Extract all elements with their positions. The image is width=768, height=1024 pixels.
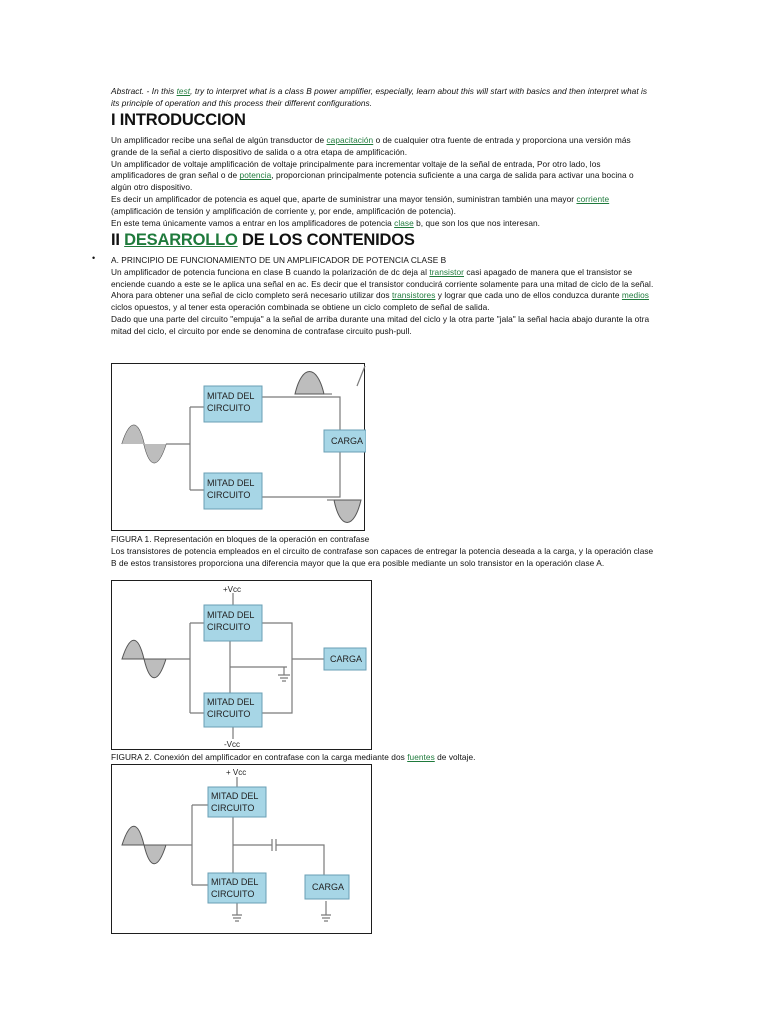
intro-paragraph-3 [111, 194, 656, 218]
block-bottom-line2: CIRCUITO [207, 490, 251, 500]
figure-2 [111, 580, 372, 750]
figure-2-caption-text: FIGURA 2. Conexión del amplificador en contrafase con la carga mediante dos [111, 752, 408, 762]
abstract-link-test[interactable]: test [176, 86, 191, 96]
fig2-block-top-line1: MITAD DEL [207, 610, 255, 620]
input-sine-wave-icon [122, 826, 144, 845]
link-transistor[interactable]: transistor [429, 266, 464, 277]
figure-2-caption-text-b: de voltaje. [434, 752, 476, 762]
block-top-line2: CIRCUITO [207, 403, 251, 413]
fig3-block-top-line1: MITAD DEL [211, 791, 259, 801]
intro-p4-text-b: b, que son los que nos interesan. [413, 217, 541, 228]
vcc-positive-label: + Vcc [226, 768, 247, 777]
dev-paragraph-2 [111, 290, 656, 314]
intro-p3-text-b: (amplificación de tensión y amplificación de corriente y, por ende, amplificación de potencia). [111, 205, 456, 216]
intro-heading: I INTRODUCCION [111, 111, 246, 129]
link-transistores[interactable]: transistores [391, 290, 436, 301]
link-clase[interactable]: clase [394, 217, 414, 228]
ground-icon [278, 667, 290, 681]
link-medios[interactable]: medios [621, 290, 649, 301]
output-negative-halfwave-icon [334, 500, 361, 523]
bullet: • [92, 253, 96, 263]
intro-p4-text: En este tema únicamente vamos a entrar en los amplificadores de potencia [111, 217, 395, 228]
block-load [324, 648, 366, 670]
development-heading-suffix: DE LOS CONTENIDOS [237, 231, 415, 249]
abstract-suffix: , try to interpret what is a class B power amplifier, especially, learn about this will start with basics and then interpret what is its principle of operation and this process their different configurations. [111, 86, 648, 108]
fig3-block-top-line2: CIRCUITO [211, 803, 255, 813]
dev-p2-text-b: y lograr que cada uno de ellos conduzca durante [435, 290, 622, 301]
block-load [305, 875, 349, 899]
intro-p2-text-b: , proporcionan principalmente potencia suficiente a una carga de salida para activar una bocina o algún otro dispositivo. [111, 170, 634, 193]
block-top-circuit-half [204, 386, 262, 422]
fig3-block-load-label: CARGA [312, 882, 345, 892]
dev-p2-text: Ahora para obtener una señal de ciclo completo será necesario utilizar dos [111, 290, 392, 301]
figure-3 [111, 764, 372, 934]
dev-p2-text-c: ciclos opuestos, y al tener esta operación combinada se obtiene un ciclo completo de señal de salida. [111, 302, 490, 313]
dev-p1-text: Un amplificador de potencia funciona en clase B cuando la polarización de dc deja al [111, 266, 430, 277]
intro-paragraph-1 [111, 135, 656, 159]
block-bottom-circuit-half [208, 873, 266, 903]
link-capacitacion[interactable]: capacitación [326, 135, 374, 145]
link-corriente[interactable]: corriente [576, 193, 610, 204]
intro-p1-text-b: o de cualquier otra fuente de entrada y proporciona una versión más grande de la señal a cierto dispositivo de salida o a otra etapa de amplificación. [111, 135, 631, 157]
capacitor-icon [272, 839, 276, 851]
fig2-block-bottom-line2: CIRCUITO [207, 709, 251, 719]
block-top-circuit-half [204, 605, 262, 641]
ground-icon [321, 901, 331, 921]
link-desarrollo[interactable]: DESARROLLO [124, 231, 238, 249]
abstract [111, 86, 656, 110]
figure-1 [111, 363, 365, 531]
block-load [324, 430, 366, 452]
intro-p2-text: Un amplificador de voltaje amplificación de voltaje principalmente para incrementar voltaje de la señal de entrada, Por otro lado, los amplificadores de gran señal o de [111, 158, 601, 181]
link-potencia[interactable]: potencia [239, 170, 272, 181]
figure-1-caption-and-text [111, 534, 656, 569]
block-bottom-circuit-half [204, 473, 262, 509]
dev-paragraph-1 [111, 267, 656, 291]
paragraph-after-figure-1: Los transistores de potencia empleados en el circuito de contrafase son capaces de entregar la potencia deseada a la carga, y la operación clase B de estos transistores proporciona una diferencia mayor que la que era posible mediante un solo transistor en la operación clase A. [111, 545, 654, 568]
subheading-a: A. PRINCIPIO DE FUNCIONAMIENTO DE UN AMPLIFICADOR DE POTENCIA CLASE B [111, 255, 447, 265]
link-fuentes[interactable]: fuentes [407, 752, 435, 762]
block-bottom-line1: MITAD DEL [207, 478, 255, 488]
figure-1-caption: FIGURA 1. Representación en bloques de la operación en contrafase [111, 534, 370, 544]
block-bottom-circuit-half [204, 693, 262, 727]
intro-paragraph-4 [111, 218, 656, 230]
abstract-prefix: Abstract. - In this [111, 86, 177, 96]
fig2-block-load-label: CARGA [330, 654, 363, 664]
input-sine-wave-icon [122, 640, 144, 659]
output-positive-halfwave-icon [295, 372, 324, 395]
figure-2-caption [111, 752, 656, 764]
development-heading-prefix: II [111, 231, 125, 249]
block-load-label: CARGA [331, 436, 364, 446]
dev-p1-text-b: casi apagado de manera que el transistor se enciende cuando a este se le aplica una señal en ac. Es decir que el transistor conducirá corriente solamente para una mitad de ciclo de la señal. [111, 266, 654, 289]
block-top-circuit-half [208, 787, 266, 817]
fig2-block-top-line2: CIRCUITO [207, 622, 251, 632]
intro-p1-text: Un amplificador recibe una señal de algún transductor de [111, 135, 327, 145]
intro-paragraph-2 [111, 159, 656, 194]
fig3-block-bottom-line1: MITAD DEL [211, 877, 259, 887]
fig2-block-bottom-line1: MITAD DEL [207, 697, 255, 707]
vcc-negative-label: -Vcc [224, 740, 240, 749]
development-body [111, 255, 656, 338]
intro-p3-text: Es decir un amplificador de potencia es aquel que, aparte de suministrar una mayor tensión, suministran también una mayor [111, 193, 577, 204]
development-heading [111, 230, 415, 250]
intro-paragraphs [111, 135, 656, 229]
vcc-positive-label: +Vcc [223, 585, 242, 594]
fig3-block-bottom-line2: CIRCUITO [211, 889, 255, 899]
dev-paragraph-3: Dado que una parte del circuito "empuja" a la señal de arriba durante una mitad del ciclo y la otra parte "jala" la señal hacia abajo durante la otra mitad del ciclo, el circuito por ende se denomina de contrafase circuito push-pull. [111, 313, 650, 336]
block-top-line1: MITAD DEL [207, 391, 255, 401]
